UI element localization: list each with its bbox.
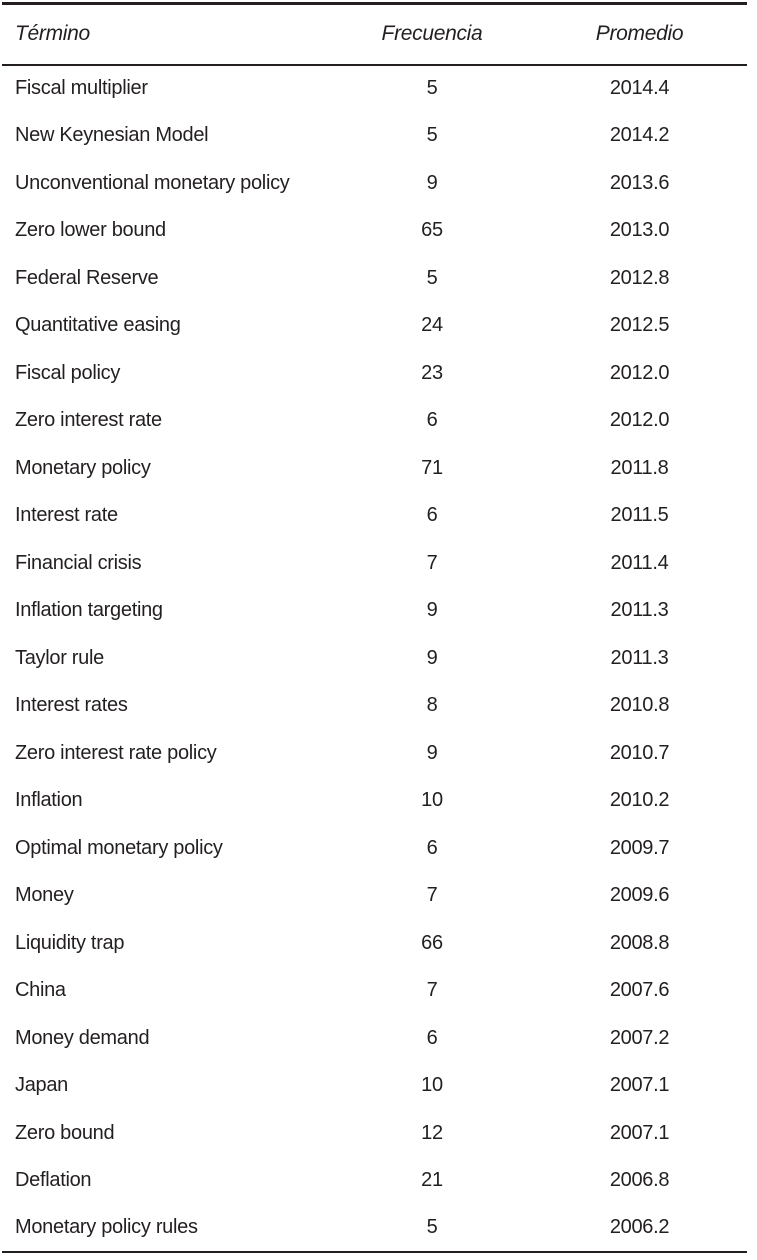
frequency-cell: 5	[426, 77, 438, 100]
term-cell: Taylor rule	[15, 646, 104, 669]
term-cell: Quantitative easing	[15, 314, 181, 337]
table-row	[2, 682, 747, 730]
table-row	[2, 492, 747, 540]
frequency-cell: 7	[426, 979, 438, 1002]
column-header-frecuencia: Frecuencia	[332, 4, 532, 65]
average-cell: 2011.8	[610, 456, 669, 479]
term-cell: Federal Reserve	[15, 266, 159, 289]
frequency-cell: 65	[421, 219, 443, 242]
term-frequency-table	[2, 2, 747, 1253]
frequency-cell: 10	[421, 789, 443, 812]
table-row	[2, 967, 747, 1015]
frequency-cell: 9	[426, 599, 438, 622]
table-row	[2, 920, 747, 968]
term-cell: Zero interest rate policy	[15, 741, 217, 764]
table-row	[2, 1062, 747, 1110]
term-cell: China	[15, 979, 66, 1002]
term-cell: Deflation	[15, 1169, 92, 1192]
term-cell: Liquidity trap	[15, 931, 125, 954]
average-cell: 2007.1	[609, 1121, 670, 1144]
frequency-cell: 9	[426, 171, 438, 194]
table-row	[2, 1110, 747, 1158]
frequency-cell: 12	[421, 1121, 443, 1144]
term-cell: Monetary policy rules	[15, 1216, 198, 1239]
table-row	[2, 825, 747, 873]
average-cell: 2013.0	[609, 219, 670, 242]
average-cell: 2011.5	[610, 504, 669, 527]
average-cell: 2012.8	[609, 266, 670, 289]
table-row	[2, 445, 747, 493]
table-row	[2, 302, 747, 350]
header-row	[2, 4, 747, 65]
average-cell: 2009.6	[609, 884, 670, 907]
frequency-cell: 8	[426, 694, 438, 717]
term-cell: New Keynesian Model	[15, 124, 209, 147]
term-cell: Unconventional monetary policy	[15, 171, 290, 194]
term-cell: Financial crisis	[15, 551, 142, 574]
frequency-cell: 24	[421, 314, 443, 337]
average-cell: 2008.8	[609, 931, 670, 954]
frequency-cell: 5	[426, 124, 438, 147]
term-cell: Money	[15, 884, 74, 907]
frequency-cell: 10	[421, 1074, 443, 1097]
average-cell: 2012.0	[609, 409, 670, 432]
frequency-cell: 5	[426, 266, 438, 289]
table-row	[2, 397, 747, 445]
table-row	[2, 255, 747, 303]
table-row	[2, 587, 747, 635]
average-cell: 2011.3	[610, 599, 669, 622]
term-cell: Japan	[15, 1074, 68, 1097]
average-cell: 2010.8	[609, 694, 670, 717]
average-cell: 2012.5	[609, 314, 670, 337]
term-cell: Zero interest rate	[15, 409, 162, 432]
term-cell: Zero lower bound	[15, 219, 166, 242]
frequency-cell: 23	[421, 361, 443, 384]
table-row	[2, 65, 747, 113]
frequency-cell: 6	[426, 836, 438, 859]
average-cell: 2013.6	[609, 171, 670, 194]
table-row	[2, 1015, 747, 1063]
frequency-cell: 9	[426, 741, 438, 764]
frequency-cell: 9	[426, 646, 438, 669]
frequency-cell: 6	[426, 504, 438, 527]
average-cell: 2014.2	[609, 124, 670, 147]
average-cell: 2009.7	[609, 836, 670, 859]
frequency-cell: 6	[426, 409, 438, 432]
term-cell: Inflation targeting	[15, 599, 163, 622]
average-cell: 2012.0	[609, 361, 670, 384]
frequency-cell: 71	[421, 456, 443, 479]
average-cell: 2014.4	[609, 77, 670, 100]
frequency-cell: 7	[426, 884, 438, 907]
average-cell: 2007.2	[609, 1026, 670, 1049]
table-row	[2, 872, 747, 920]
term-cell: Fiscal policy	[15, 361, 121, 384]
table-row	[2, 1157, 747, 1205]
table-row	[2, 635, 747, 683]
frequency-cell: 6	[426, 1026, 438, 1049]
average-cell: 2011.4	[610, 551, 669, 574]
term-cell: Optimal monetary policy	[15, 836, 223, 859]
column-header-termino: Término	[2, 4, 332, 65]
average-cell: 2006.2	[609, 1216, 670, 1239]
average-cell: 2007.6	[609, 979, 670, 1002]
table-row	[2, 730, 747, 778]
term-cell: Zero bound	[15, 1121, 115, 1144]
average-cell: 2007.1	[609, 1074, 670, 1097]
frequency-cell: 7	[426, 551, 438, 574]
table-row	[2, 540, 747, 588]
term-cell: Interest rates	[15, 694, 128, 717]
average-cell: 2010.7	[609, 741, 670, 764]
table-row	[2, 350, 747, 398]
table-row	[2, 207, 747, 255]
average-cell: 2010.2	[609, 789, 670, 812]
column-header-promedio: Promedio	[532, 4, 747, 65]
frequency-cell: 5	[426, 1216, 438, 1239]
table-row	[2, 112, 747, 160]
average-cell: 2011.3	[610, 646, 669, 669]
table-row	[2, 160, 747, 208]
frequency-cell: 21	[421, 1169, 443, 1192]
table-row	[2, 777, 747, 825]
term-cell: Inflation	[15, 789, 83, 812]
frequency-cell: 66	[421, 931, 443, 954]
term-cell: Money demand	[15, 1026, 150, 1049]
term-cell: Interest rate	[15, 504, 118, 527]
term-cell: Fiscal multiplier	[15, 77, 148, 100]
term-cell: Monetary policy	[15, 456, 151, 479]
table-body	[2, 65, 747, 1253]
table-row	[2, 1205, 747, 1253]
average-cell: 2006.8	[609, 1169, 670, 1192]
